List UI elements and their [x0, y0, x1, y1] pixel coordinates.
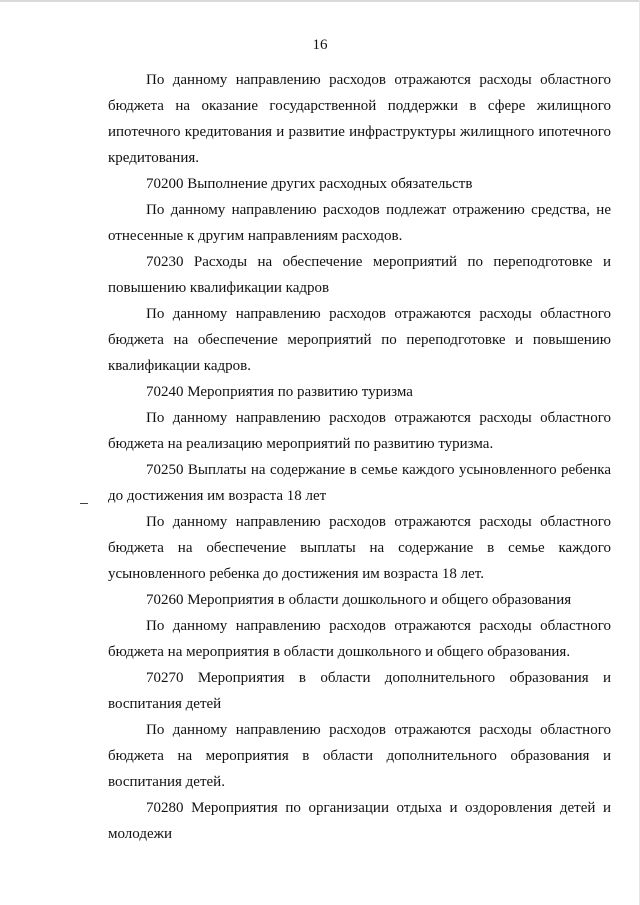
- paragraph-70200: По данному направлению расходов подлежат отражению средства, не отнесенные к другим направлениям расходов.: [108, 202, 611, 244]
- paragraph-70250: По данному направлению расходов отражаются расходы областного бюджета на обеспечение выплаты на содержание в семье каждого усыновленного ребенка до достижения им возраста 18 лет.: [108, 514, 611, 582]
- document-body: [108, 67, 611, 847]
- margin-mark: [80, 503, 88, 504]
- heading-70260: 70260 Мероприятия в области дошкольного и общего образования: [146, 592, 572, 608]
- heading-70200: 70200 Выполнение других расходных обязательств: [146, 176, 473, 192]
- paragraph-70240: По данному направлению расходов отражаются расходы областного бюджета на реализацию мероприятий по развитию туризма.: [108, 410, 611, 452]
- paragraph-70260: По данному направлению расходов отражаются расходы областного бюджета на мероприятия в области дошкольного и общего образования.: [108, 618, 611, 660]
- heading-70280: 70280 Мероприятия по организации отдыха и оздоровления детей и молодежи: [108, 800, 611, 842]
- page-number: 16: [312, 37, 328, 53]
- heading-70240: 70240 Мероприятия по развитию туризма: [146, 384, 413, 400]
- paragraph-support-housing-mortgage: По данному направлению расходов отражаются расходы областного бюджета на оказание государственной поддержки в сфере жилищного ипотечного кредитования и развитие инфраструктуры жилищного ипотечного кредитования.: [108, 72, 611, 166]
- scan-top-edge: [0, 0, 640, 2]
- paragraph-70230: По данному направлению расходов отражаются расходы областного бюджета на обеспечение мероприятий по переподготовке и повышению квалификации кадров.: [108, 306, 611, 374]
- heading-70270: 70270 Мероприятия в области дополнительного образования и воспитания детей: [108, 670, 611, 712]
- paragraph-70270: По данному направлению расходов отражаются расходы областного бюджета на мероприятия в области дополнительного образования и воспитания детей.: [108, 722, 611, 790]
- heading-70230: 70230 Расходы на обеспечение мероприятий по переподготовке и повышению квалификации кадров: [108, 254, 611, 296]
- heading-70250: 70250 Выплаты на содержание в семье каждого усыновленного ребенка до достижения им возраста 18 лет: [108, 462, 611, 504]
